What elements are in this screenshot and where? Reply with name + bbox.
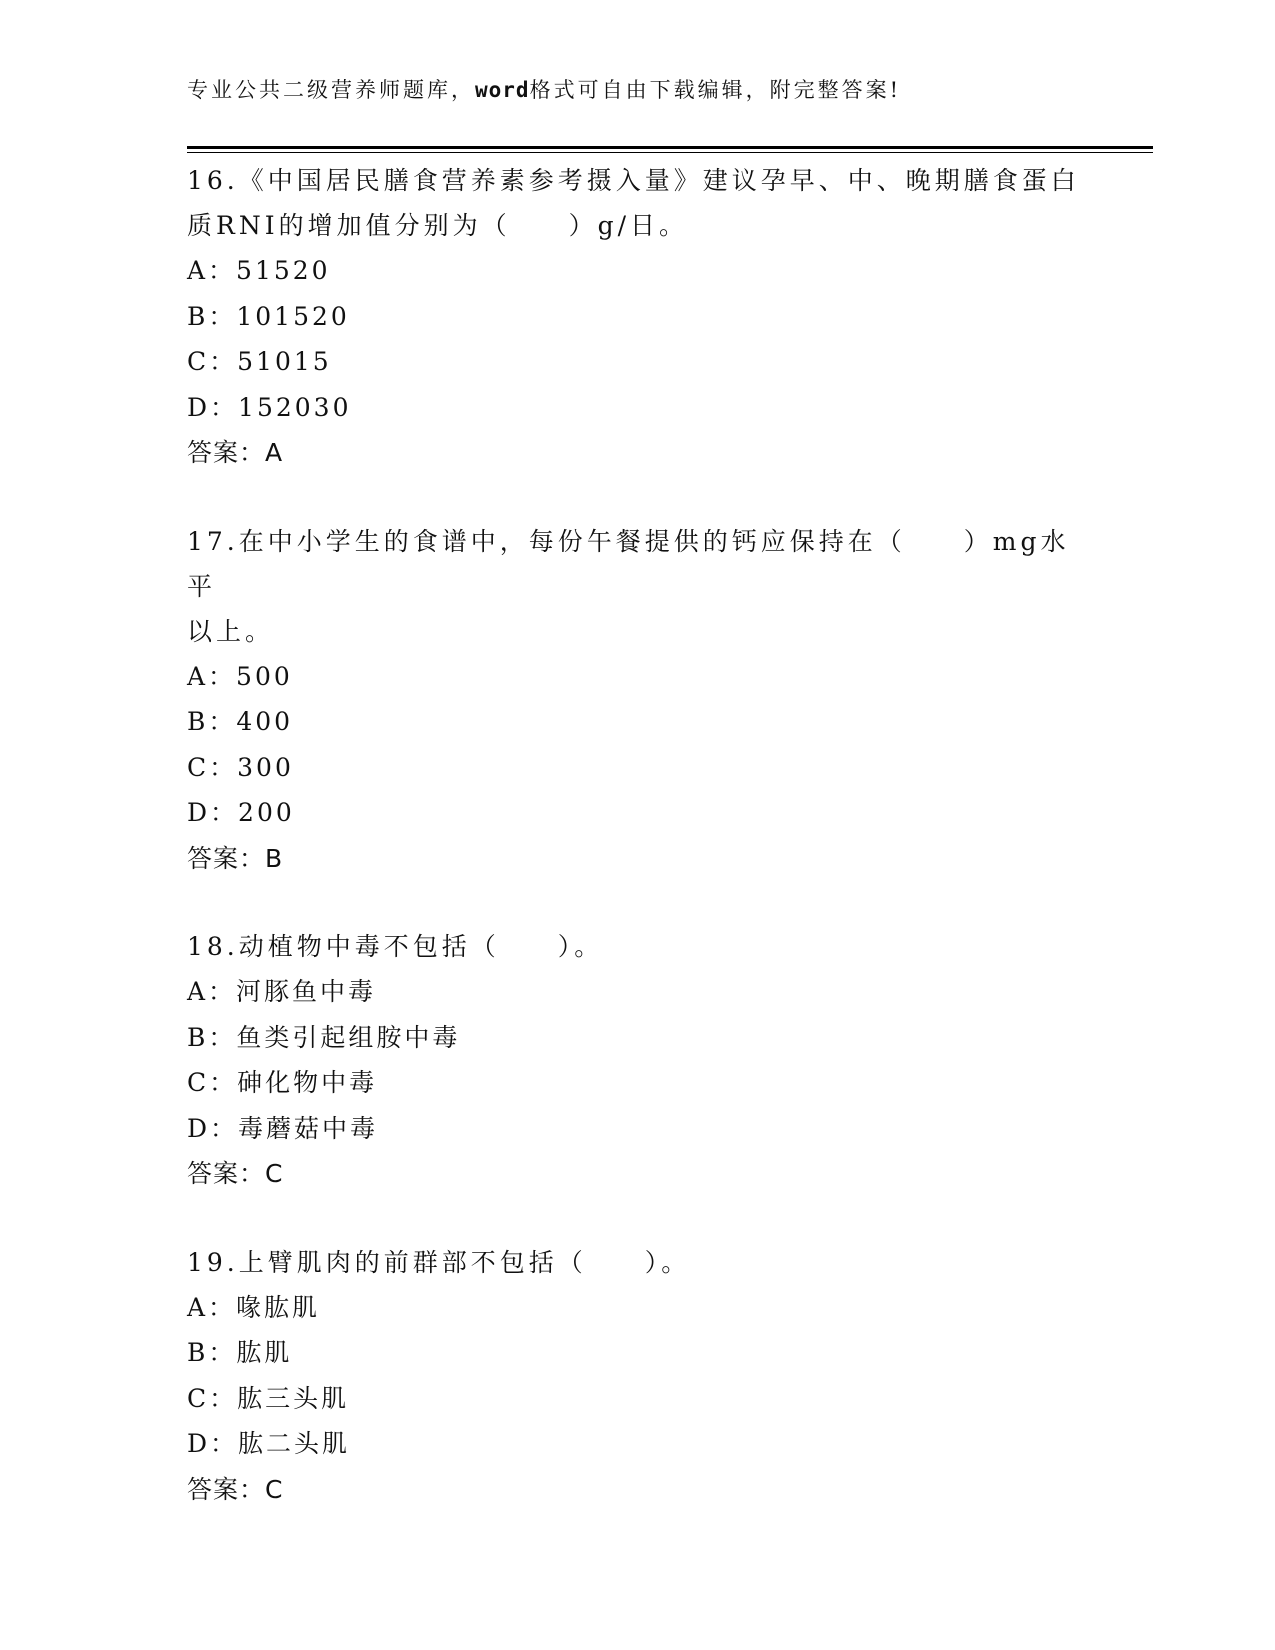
option-d: D：200 [187,798,295,827]
header-divider-thin [187,152,1153,153]
option-d: D：毒蘑菇中毒 [187,1113,379,1143]
question-18 [187,924,1087,1197]
option-d: D：肱二头肌 [187,1429,351,1458]
header-text-post: 格式可自由下载编辑，附完整答案! [529,78,902,102]
option-a: A：500 [187,661,293,691]
question-text: 19.上臂肌肉的前群部不包括（ ）。 [187,1247,691,1277]
page-header [187,74,901,104]
option-c: C：砷化物中毒 [187,1068,378,1097]
option-a: A：河豚鱼中毒 [187,977,377,1006]
option-c: C：肱三头肌 [187,1383,350,1413]
question-text: 17.在中小学生的食谱中，每份午餐提供的钙应保持在（ ）mg水平 [187,526,1070,601]
question-19 [187,1240,1087,1513]
answer: 答案：C [187,1159,284,1188]
option-c: C：51015 [187,347,332,376]
answer: 答案：C [187,1474,284,1504]
option-d: D：152030 [187,392,352,422]
option-b: B：肱肌 [187,1338,293,1367]
header-text-pre: 专业公共二级营养师题库， [187,78,475,102]
answer: 答案：A [187,438,284,467]
option-b: B：鱼类引起组胺中毒 [187,1022,461,1052]
question-16 [187,158,1087,476]
option-b: B：400 [187,707,294,736]
header-divider-thick [187,146,1153,149]
question-17 [187,519,1087,882]
question-text: 16.《中国居民膳食营养素参考摄入量》建议孕早、中、晚期膳食蛋白 [187,166,1080,195]
question-text-continued: 质RNI的增加值分别为（ ）g/日。 [187,211,689,240]
question-text: 18.动植物中毒不包括（ ）。 [187,932,604,961]
question-list [187,158,1087,1512]
header-text-word: word [475,78,530,102]
answer: 答案：B [187,843,284,873]
option-a: A：51520 [187,256,331,285]
option-a: A：喙肱肌 [187,1292,321,1322]
option-b: B：101520 [187,301,350,331]
question-text-continued: 以上。 [187,616,275,646]
option-c: C：300 [187,752,294,782]
